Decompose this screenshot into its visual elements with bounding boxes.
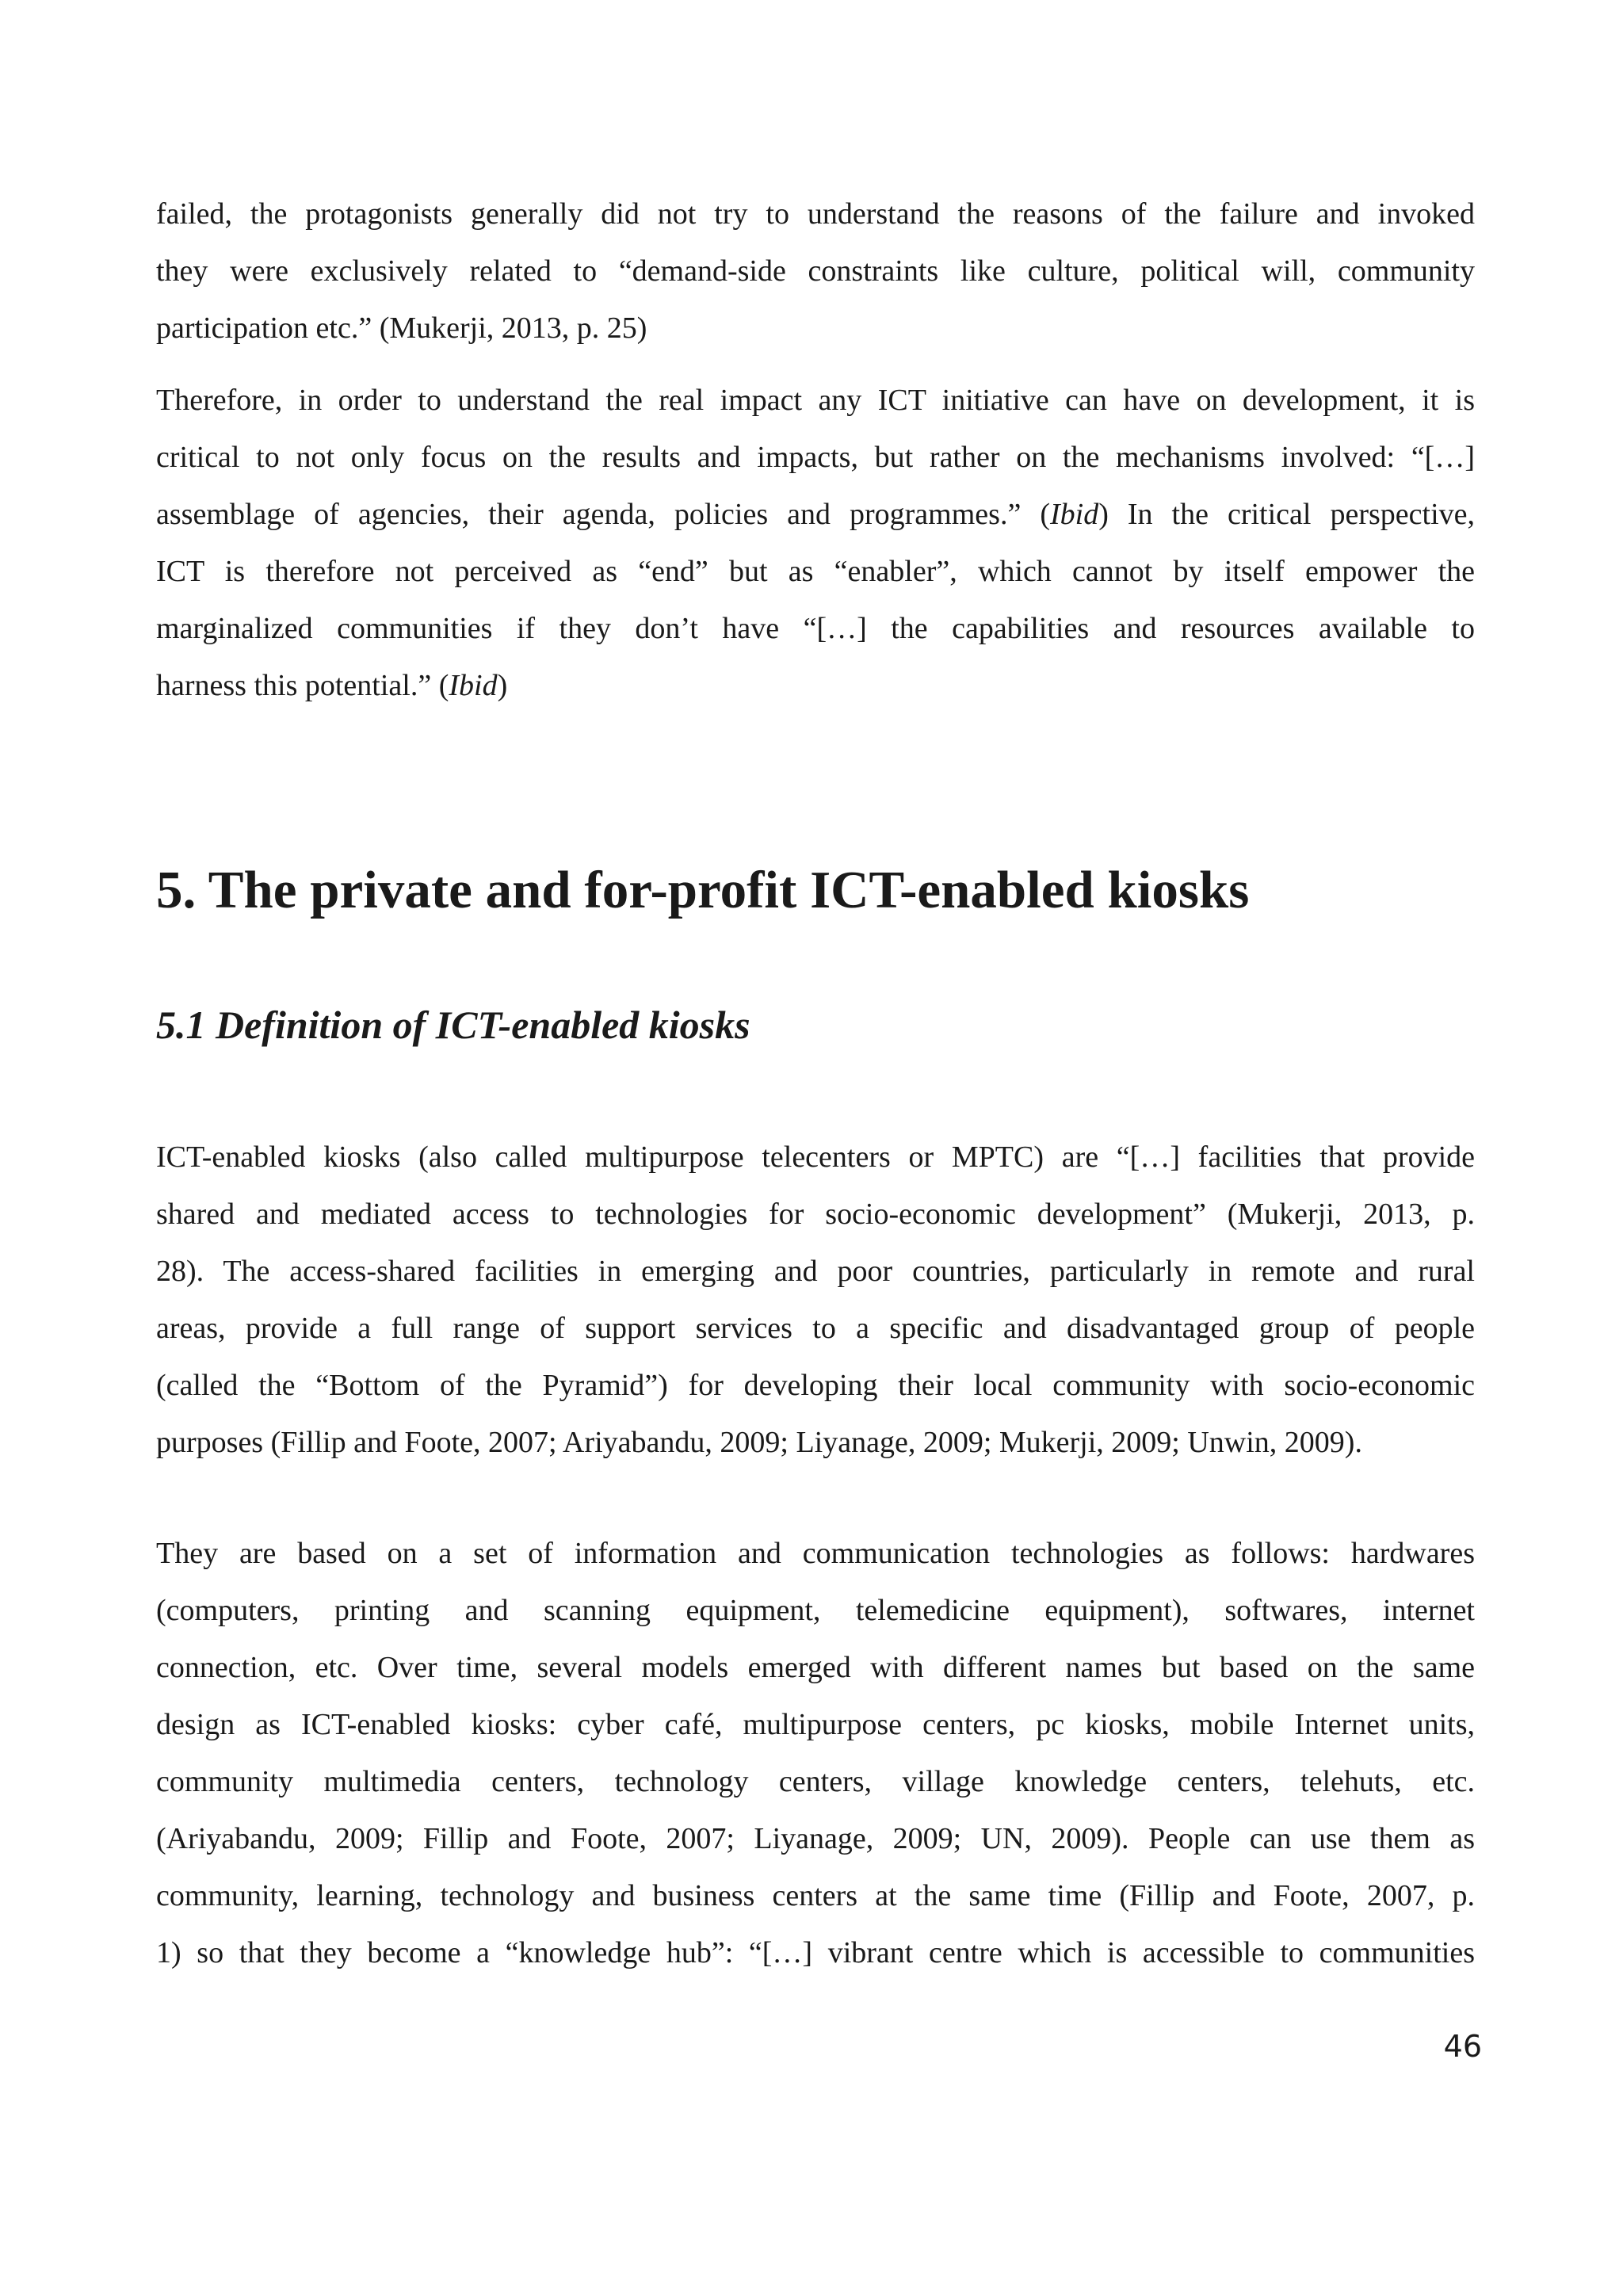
line-text: ) (497, 669, 508, 702)
paragraph-line: marginalized communities if they don’t have “[…] the capabilities and resources available to (156, 612, 1475, 645)
paragraph-line: Therefore, in order to understand the real impact any ICT initiative can have on development, it is (156, 384, 1475, 417)
citation-ibid: Ibid (1049, 498, 1099, 531)
paragraph-line: critical to not only focus on the results and impacts, but rather on the mechanisms involved: “[…] (156, 441, 1475, 474)
paragraph-line: community multimedia centers, technology centers, village knowledge centers, telehuts, etc. (156, 1765, 1475, 1798)
citation-ibid: Ibid (449, 669, 498, 702)
paragraph-line: (called the “Bottom of the Pyramid”) for developing their local community with socio-economic (156, 1369, 1475, 1402)
line-text: ) In the critical perspective, (1098, 498, 1475, 531)
paragraph-line: ICT-enabled kiosks (also called multipurpose telecenters or MPTC) are “[…] facilities that provide (156, 1140, 1475, 1174)
paragraph-line: failed, the protagonists generally did not try to understand the reasons of the failure and invoked (156, 197, 1475, 231)
paragraph-line: design as ICT-enabled kiosks: cyber café, multipurpose centers, pc kiosks, mobile Internet units, (156, 1708, 1475, 1741)
paragraph-line: connection, etc. Over time, several models emerged with different names but based on the same (156, 1651, 1475, 1684)
paragraph-line: community, learning, technology and business centers at the same time (Fillip and Foote, 2007, p. (156, 1879, 1475, 1912)
paragraph-line: shared and mediated access to technologies for socio-economic development” (Mukerji, 2013, p. (156, 1198, 1475, 1231)
paragraph-line: 28). The access-shared facilities in emerging and poor countries, particularly in remote and rural (156, 1255, 1475, 1288)
paragraph-line: participation etc.” (Mukerji, 2013, p. 25) (156, 311, 647, 345)
paragraph-line: they were exclusively related to “demand-side constraints like culture, political will, community (156, 254, 1475, 288)
paragraph-line: (computers, printing and scanning equipment, telemedicine equipment), softwares, internet (156, 1594, 1475, 1627)
paragraph-line: (Ariyabandu, 2009; Fillip and Foote, 2007; Liyanage, 2009; UN, 2009). People can use them as (156, 1822, 1475, 1855)
paragraph-line: areas, provide a full range of support services to a specific and disadvantaged group of people (156, 1312, 1475, 1345)
paragraph-line: 1) so that they become a “knowledge hub”: “[…] vibrant centre which is accessible to communities (156, 1936, 1475, 1969)
paragraph-line (156, 486, 1475, 543)
section-heading: 5. The private and for-profit ICT-enabled kiosks (156, 861, 1250, 919)
subsection-heading: 5.1 Definition of ICT-enabled kiosks (156, 1003, 750, 1047)
paragraph-line: purposes (Fillip and Foote, 2007; Ariyabandu, 2009; Liyanage, 2009; Mukerji, 2009; Unwin, 2009). (156, 1426, 1362, 1459)
paragraph-line (156, 657, 1475, 714)
line-text: harness this potential.” ( (156, 669, 449, 702)
line-text: assemblage of agencies, their agenda, policies and programmes.” ( (156, 498, 1050, 531)
paragraph-line: They are based on a set of information and communication technologies as follows: hardwares (156, 1537, 1475, 1570)
paragraph-line: ICT is therefore not perceived as “end” but as “enabler”, which cannot by itself empower the (156, 555, 1475, 588)
page-number: 46 (1443, 2029, 1482, 2064)
